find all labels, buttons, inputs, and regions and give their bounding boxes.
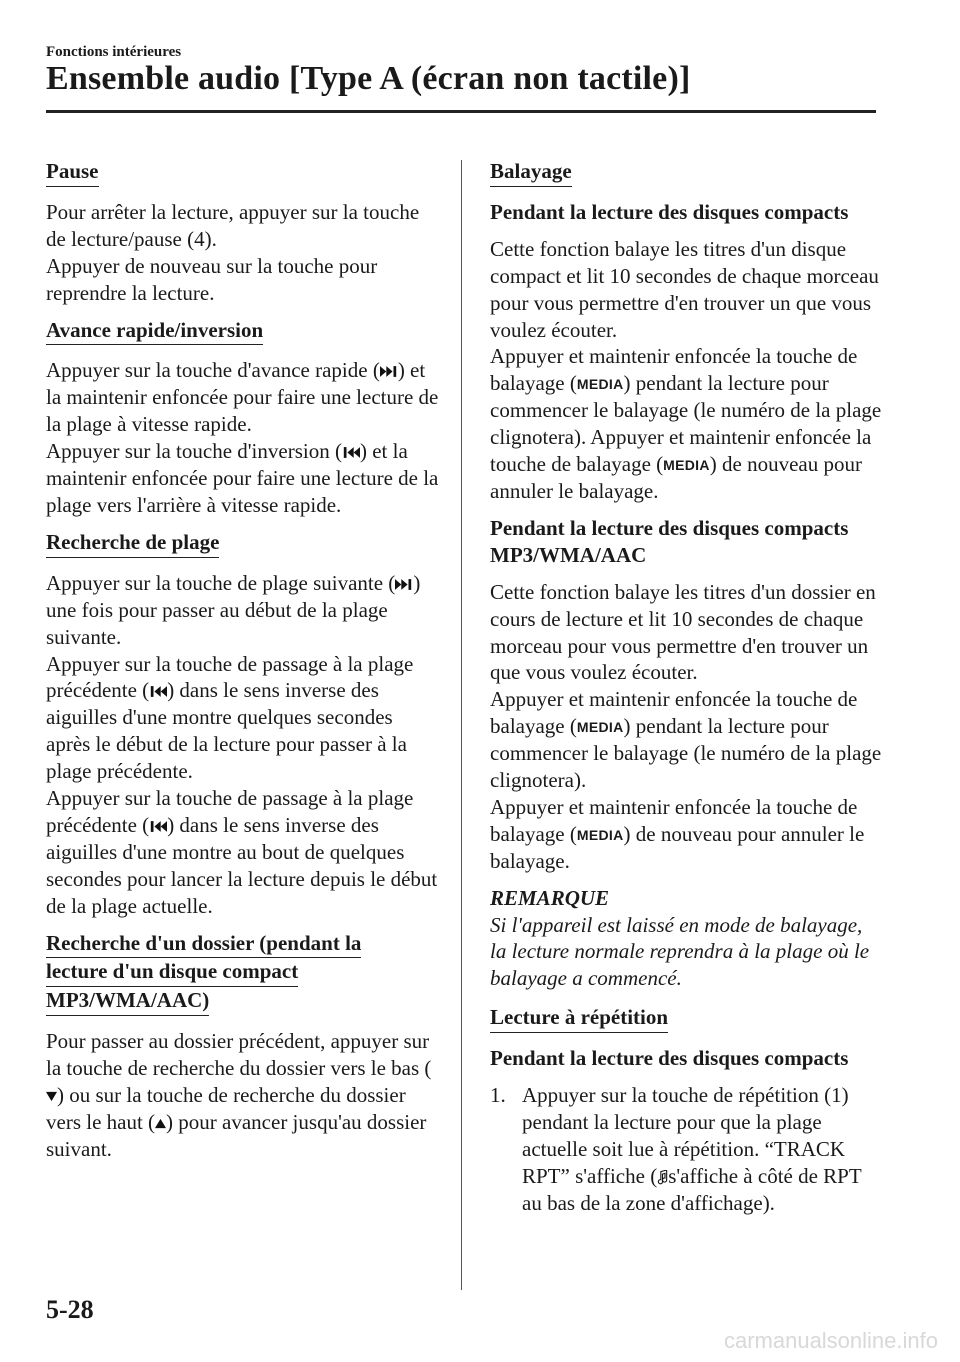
scan-mp3-subheading: Pendant la lecture des disques compacts MP3/WMA/AAC: [490, 515, 849, 567]
media-button-icon: MEDIA: [576, 719, 624, 736]
media-button-icon: MEDIA: [663, 457, 710, 474]
list-item-number: 1.: [490, 1083, 506, 1108]
folder-search-paragraph: Pour passer au dossier précédent, appuyer sur la touche de recherche du dossier vers le bas () ou sur la touche de recherche du dossier vers le haut ( ) pour avancer jusqu'au dossier suivant.: [46, 1029, 432, 1161]
rewind-paragraph: Appuyer sur la touche d'inversion ( ) et la maintenir enfoncée pour faire une lecture de la plage vers l'arrière à vitesse rapide.: [46, 439, 439, 517]
track-previous-paragraph: Appuyer sur la touche de passage à la plage précédente ( ) dans le sens inverse des aiguilles d'une montre quelques secondes après le début de la lecture pour passer à la plage précédente.: [46, 651, 414, 784]
folder-search-heading: [46, 930, 441, 1017]
triangle-down-icon: [46, 1089, 57, 1104]
track-next-paragraph: Appuyer sur la touche de plage suivante ( ) une fois pour passer au début de la plage suivante.: [46, 570, 421, 649]
media-button-icon: MEDIA: [576, 826, 624, 843]
scan-cd-paragraph-1: Cette fonction balaye les titres d'un disque compact et lit 10 secondes de chaque morceau pour vous permettre d'en trouver un que vous voulez écouter.: [490, 236, 879, 342]
folder-heading-line-2: lecture d'un disque compact: [46, 958, 298, 987]
scan-mp3-paragraph-3: Appuyer et maintenir enfoncée la touche de balayage (MEDIA) de nouveau pour annuler le balayage.: [490, 794, 865, 873]
column-divider: [461, 160, 462, 1290]
track-search-heading: Recherche de plage: [46, 529, 219, 558]
music-note-icon: [657, 1170, 668, 1185]
page-number: 5-28: [46, 1295, 94, 1324]
page-title: Ensemble audio [Type A (écran non tactile)]: [46, 60, 691, 97]
folder-heading-line-3: MP3/WMA/AAC): [46, 987, 209, 1016]
list-item-text: Appuyer sur la touche de répétition (1) pendant la lecture pour que la plage actuelle soit lue à répétition. “TRACK RPT” s'affiche ( s'affiche à côté de RPT au bas de la zone d'affichage).: [522, 1083, 862, 1215]
rewind-icon: [149, 819, 167, 834]
repeat-subheading: Pendant la lecture des disques compacts: [490, 1046, 849, 1071]
pause-paragraph-2: Appuyer de nouveau sur la touche pour reprendre la lecture.: [46, 253, 378, 305]
fast-forward-icon: [380, 364, 398, 379]
left-column: [46, 158, 441, 1173]
triangle-up-icon: [155, 1116, 166, 1131]
rewind-icon: [342, 445, 360, 460]
track-restart-paragraph: Appuyer sur la touche de passage à la plage précédente ( ) dans le sens inverse des aiguilles d'une montre au bout de quelques secondes pour lancer la lecture depuis le début de la plage actuelle.: [46, 786, 438, 918]
media-button-icon: MEDIA: [576, 376, 624, 393]
list-item: [490, 1082, 882, 1217]
pause-paragraph-1: Pour arrêter la lecture, appuyer sur la touche de lecture/pause (4).: [46, 199, 420, 251]
scan-mp3-paragraph-1: Cette fonction balaye les titres d'un dossier en cours de lecture et lit 10 secondes de chaque morceau pour vous permettre d'en trouver un que vous voulez écouter.: [490, 579, 876, 685]
title-rule: [46, 110, 876, 113]
rewind-icon: [149, 684, 167, 699]
scan-mp3-paragraph-2: Appuyer et maintenir enfoncée la touche de balayage (MEDIA) pendant la lecture pour commencer le balayage (le numéro de la plage clignotera).: [490, 687, 882, 793]
note-title: REMARQUE: [490, 885, 610, 910]
folder-heading-line-1: Recherche d'un dossier (pendant la: [46, 930, 361, 959]
section-label: Fonctions intérieures: [46, 44, 182, 60]
right-column: [490, 158, 882, 1217]
fast-forward-heading: Avance rapide/inversion: [46, 317, 263, 346]
scan-cd-paragraph-2: Appuyer et maintenir enfoncée la touche de balayage (MEDIA) pendant la lecture pour commencer le balayage (le numéro de la plage clignotera). Appuyer et maintenir enfoncée la touche de balayage (MEDIA) de nouveau pour annuler le balayage.: [490, 344, 882, 503]
watermark: carmanualsonline.info: [723, 1328, 938, 1353]
pause-heading: Pause: [46, 158, 99, 187]
scan-cd-subheading: Pendant la lecture des disques compacts: [490, 199, 849, 224]
fast-forward-icon: [395, 577, 413, 592]
scan-heading: Balayage: [490, 158, 572, 187]
fast-forward-paragraph: Appuyer sur la touche d'avance rapide ( ) et la maintenir enfoncée pour faire une lecture de la plage à vitesse rapide.: [46, 358, 439, 437]
note-body: Si l'appareil est laissé en mode de balayage, la lecture normale reprendra à la plage où le balayage a commencé.: [490, 912, 870, 991]
repeat-heading: Lecture à répétition: [490, 1004, 668, 1033]
